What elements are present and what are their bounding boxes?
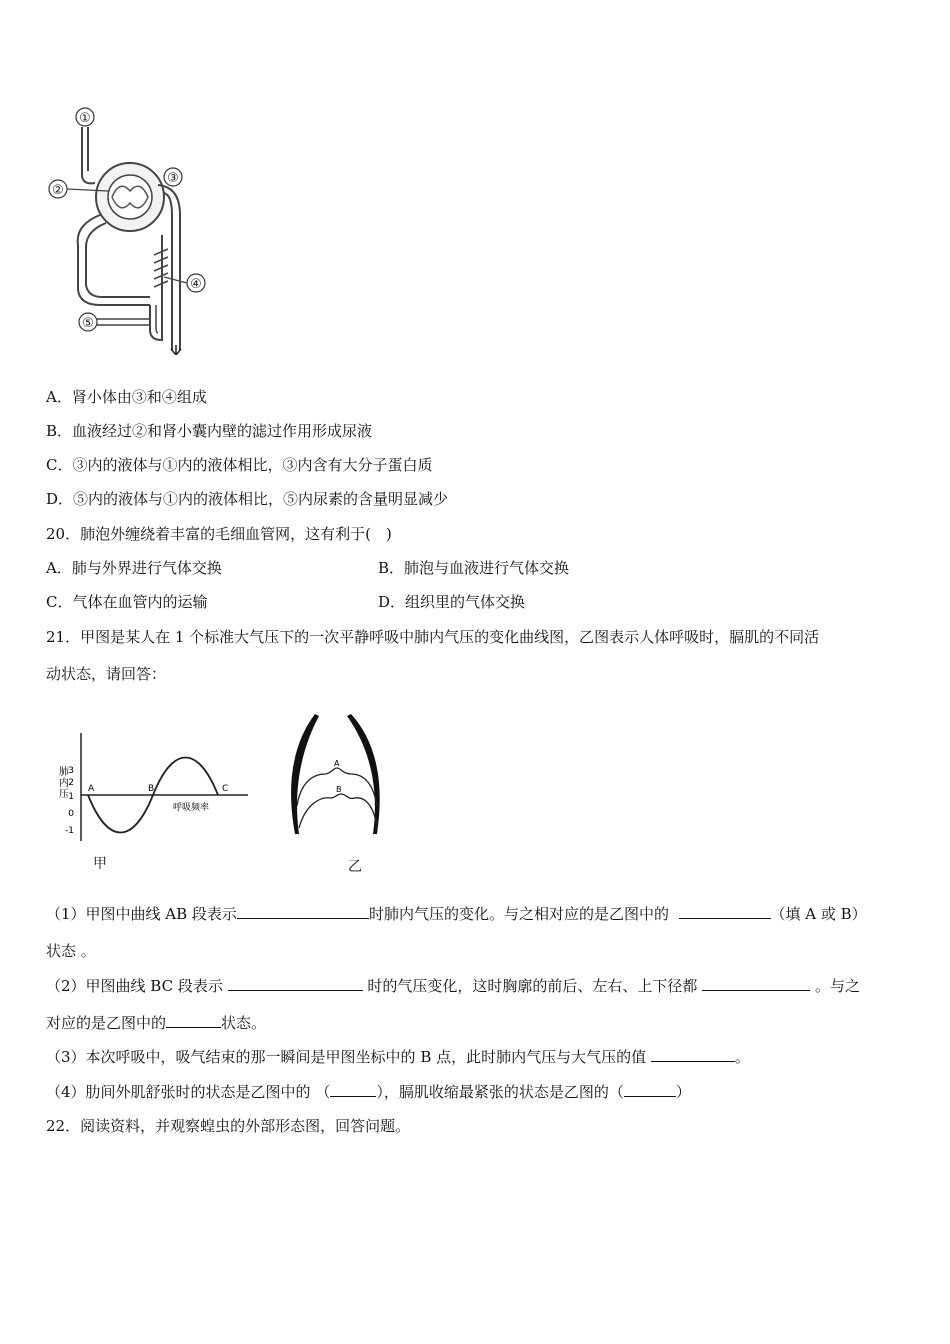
nephron-diagram bbox=[40, 105, 260, 355]
curve-a-label: A bbox=[334, 759, 340, 768]
glomerulus bbox=[108, 175, 152, 219]
label-2: ② bbox=[52, 183, 64, 198]
q21-sub2-part-c: 。与之 bbox=[815, 977, 861, 995]
caption-jia: 甲 bbox=[93, 856, 107, 872]
point-a-label: A bbox=[88, 784, 95, 794]
q21-sub4-blank-2[interactable] bbox=[624, 1082, 676, 1097]
q21-sub1-part-c: （填 A 或 B） bbox=[770, 905, 867, 923]
q20-option-d: D．组织里的气体交换 bbox=[378, 593, 526, 611]
q19-option-a: A．肾小体由③和④组成 bbox=[46, 388, 207, 406]
q21-stem-line2: 动状态，请回答： bbox=[46, 665, 167, 683]
label-4: ④ bbox=[190, 277, 202, 292]
q21-sub3-blank[interactable] bbox=[651, 1047, 735, 1062]
q21-sub3-line bbox=[46, 1046, 750, 1067]
caption-yi: 乙 bbox=[348, 859, 362, 875]
y-tick-2: 2 bbox=[68, 778, 74, 788]
label-3: ③ bbox=[167, 171, 179, 186]
y-tick-0: 0 bbox=[68, 809, 74, 819]
q21-sub2-part-a: （2）甲图曲线 BC 段表示 bbox=[46, 977, 223, 995]
curve-b-label: B bbox=[336, 785, 342, 794]
q21-sub2-blank-2[interactable] bbox=[702, 976, 810, 991]
tubule-inner bbox=[86, 223, 150, 297]
y-label-char-1: 肺 bbox=[59, 767, 69, 778]
q21-sub3-part-b: 。 bbox=[734, 1048, 750, 1066]
q21-sub1-part-a: （1）甲图中曲线 AB 段表示 bbox=[46, 905, 237, 923]
label-1: ① bbox=[79, 111, 91, 126]
diaphragm-b bbox=[299, 794, 377, 828]
q21-sub2-line1 bbox=[46, 975, 860, 996]
q21-sub4-part-b: ），膈肌收缩最紧张的状态是乙图的（ bbox=[376, 1083, 624, 1101]
q19-option-c: C．③内的液体与①内的液体相比，③内含有大分子蛋白质 bbox=[46, 456, 433, 474]
outflow-vessel bbox=[97, 319, 150, 325]
q20-stem: 20．肺泡外缠绕着丰富的毛细血管网，这有利于( ) bbox=[46, 525, 392, 543]
q21-sub2-part-d: 对应的是乙图中的 bbox=[46, 1014, 167, 1032]
loop-of-henle-b bbox=[156, 305, 158, 333]
q19-option-d: D．⑤内的液体与①内的液体相比，⑤内尿素的含量明显减少 bbox=[46, 490, 449, 508]
q20-option-a: A．肺与外界进行气体交换 bbox=[46, 559, 222, 577]
y-tick-neg1: -1 bbox=[65, 826, 74, 836]
q22-stem: 22．阅读资料，并观察蝗虫的外部形态图，回答问题。 bbox=[46, 1117, 411, 1135]
q21-sub1-blank-1[interactable] bbox=[237, 904, 369, 919]
point-c-label: C bbox=[222, 784, 229, 794]
q21-sub4-part-c: ） bbox=[675, 1083, 691, 1101]
collecting-duct-inner bbox=[164, 193, 172, 350]
q21-sub2-part-e: 状态。 bbox=[221, 1014, 267, 1032]
q21-sub1-part-d: 状态 。 bbox=[46, 942, 96, 960]
q21-stem-line1: 21．甲图是某人在 1 个标准大气压下的一次平静呼吸中肺内气压的变化曲线图，乙图表示人体呼吸时，膈肌的不同活 bbox=[46, 628, 820, 646]
q21-sub4-part-a: （4）肋间外肌舒张时的状态是乙图中的 （ bbox=[46, 1083, 331, 1101]
y-label-char-3: 压 bbox=[59, 789, 69, 800]
q19-option-b: B．血液经过②和肾小囊内壁的滤过作用形成尿液 bbox=[46, 422, 373, 440]
y-tick-1: 1 bbox=[68, 792, 74, 802]
q21-sub1-line1 bbox=[46, 903, 867, 924]
q21-sub1-part-b: 时肺内气压的变化。与之相对应的是乙图中的 bbox=[368, 905, 669, 923]
q21-sub2-blank-1[interactable] bbox=[228, 976, 363, 991]
q21-sub1-blank-2[interactable] bbox=[679, 904, 771, 919]
q21-sub2-blank-3[interactable] bbox=[166, 1013, 221, 1028]
label-5: ⑤ bbox=[82, 316, 94, 331]
x-axis-label: 呼吸频率 bbox=[173, 803, 210, 813]
y-tick-3: 3 bbox=[68, 766, 74, 776]
q21-sub2-line2 bbox=[46, 1012, 266, 1033]
pointer-4 bbox=[164, 277, 187, 283]
figure-jia-pressure-chart bbox=[58, 725, 258, 845]
ribcage-left bbox=[291, 714, 319, 834]
y-label-char-2: 内 bbox=[59, 778, 69, 789]
q21-sub4-blank-1[interactable] bbox=[330, 1082, 376, 1097]
q20-option-c: C．气体在血管内的运输 bbox=[46, 593, 208, 611]
q21-sub3-part-a: （3）本次呼吸中，吸气结束的那一瞬间是甲图坐标中的 B 点，此时肺内气压与大气压的值 bbox=[46, 1048, 647, 1066]
figure-yi-diaphragm bbox=[285, 710, 395, 840]
point-b-label: B bbox=[148, 784, 155, 794]
q21-sub4-line bbox=[46, 1081, 691, 1102]
q20-option-b: B．肺泡与血液进行气体交换 bbox=[378, 559, 570, 577]
q21-sub2-part-b: 时的气压变化，这时胸廓的前后、左右、上下径都 bbox=[367, 977, 698, 995]
